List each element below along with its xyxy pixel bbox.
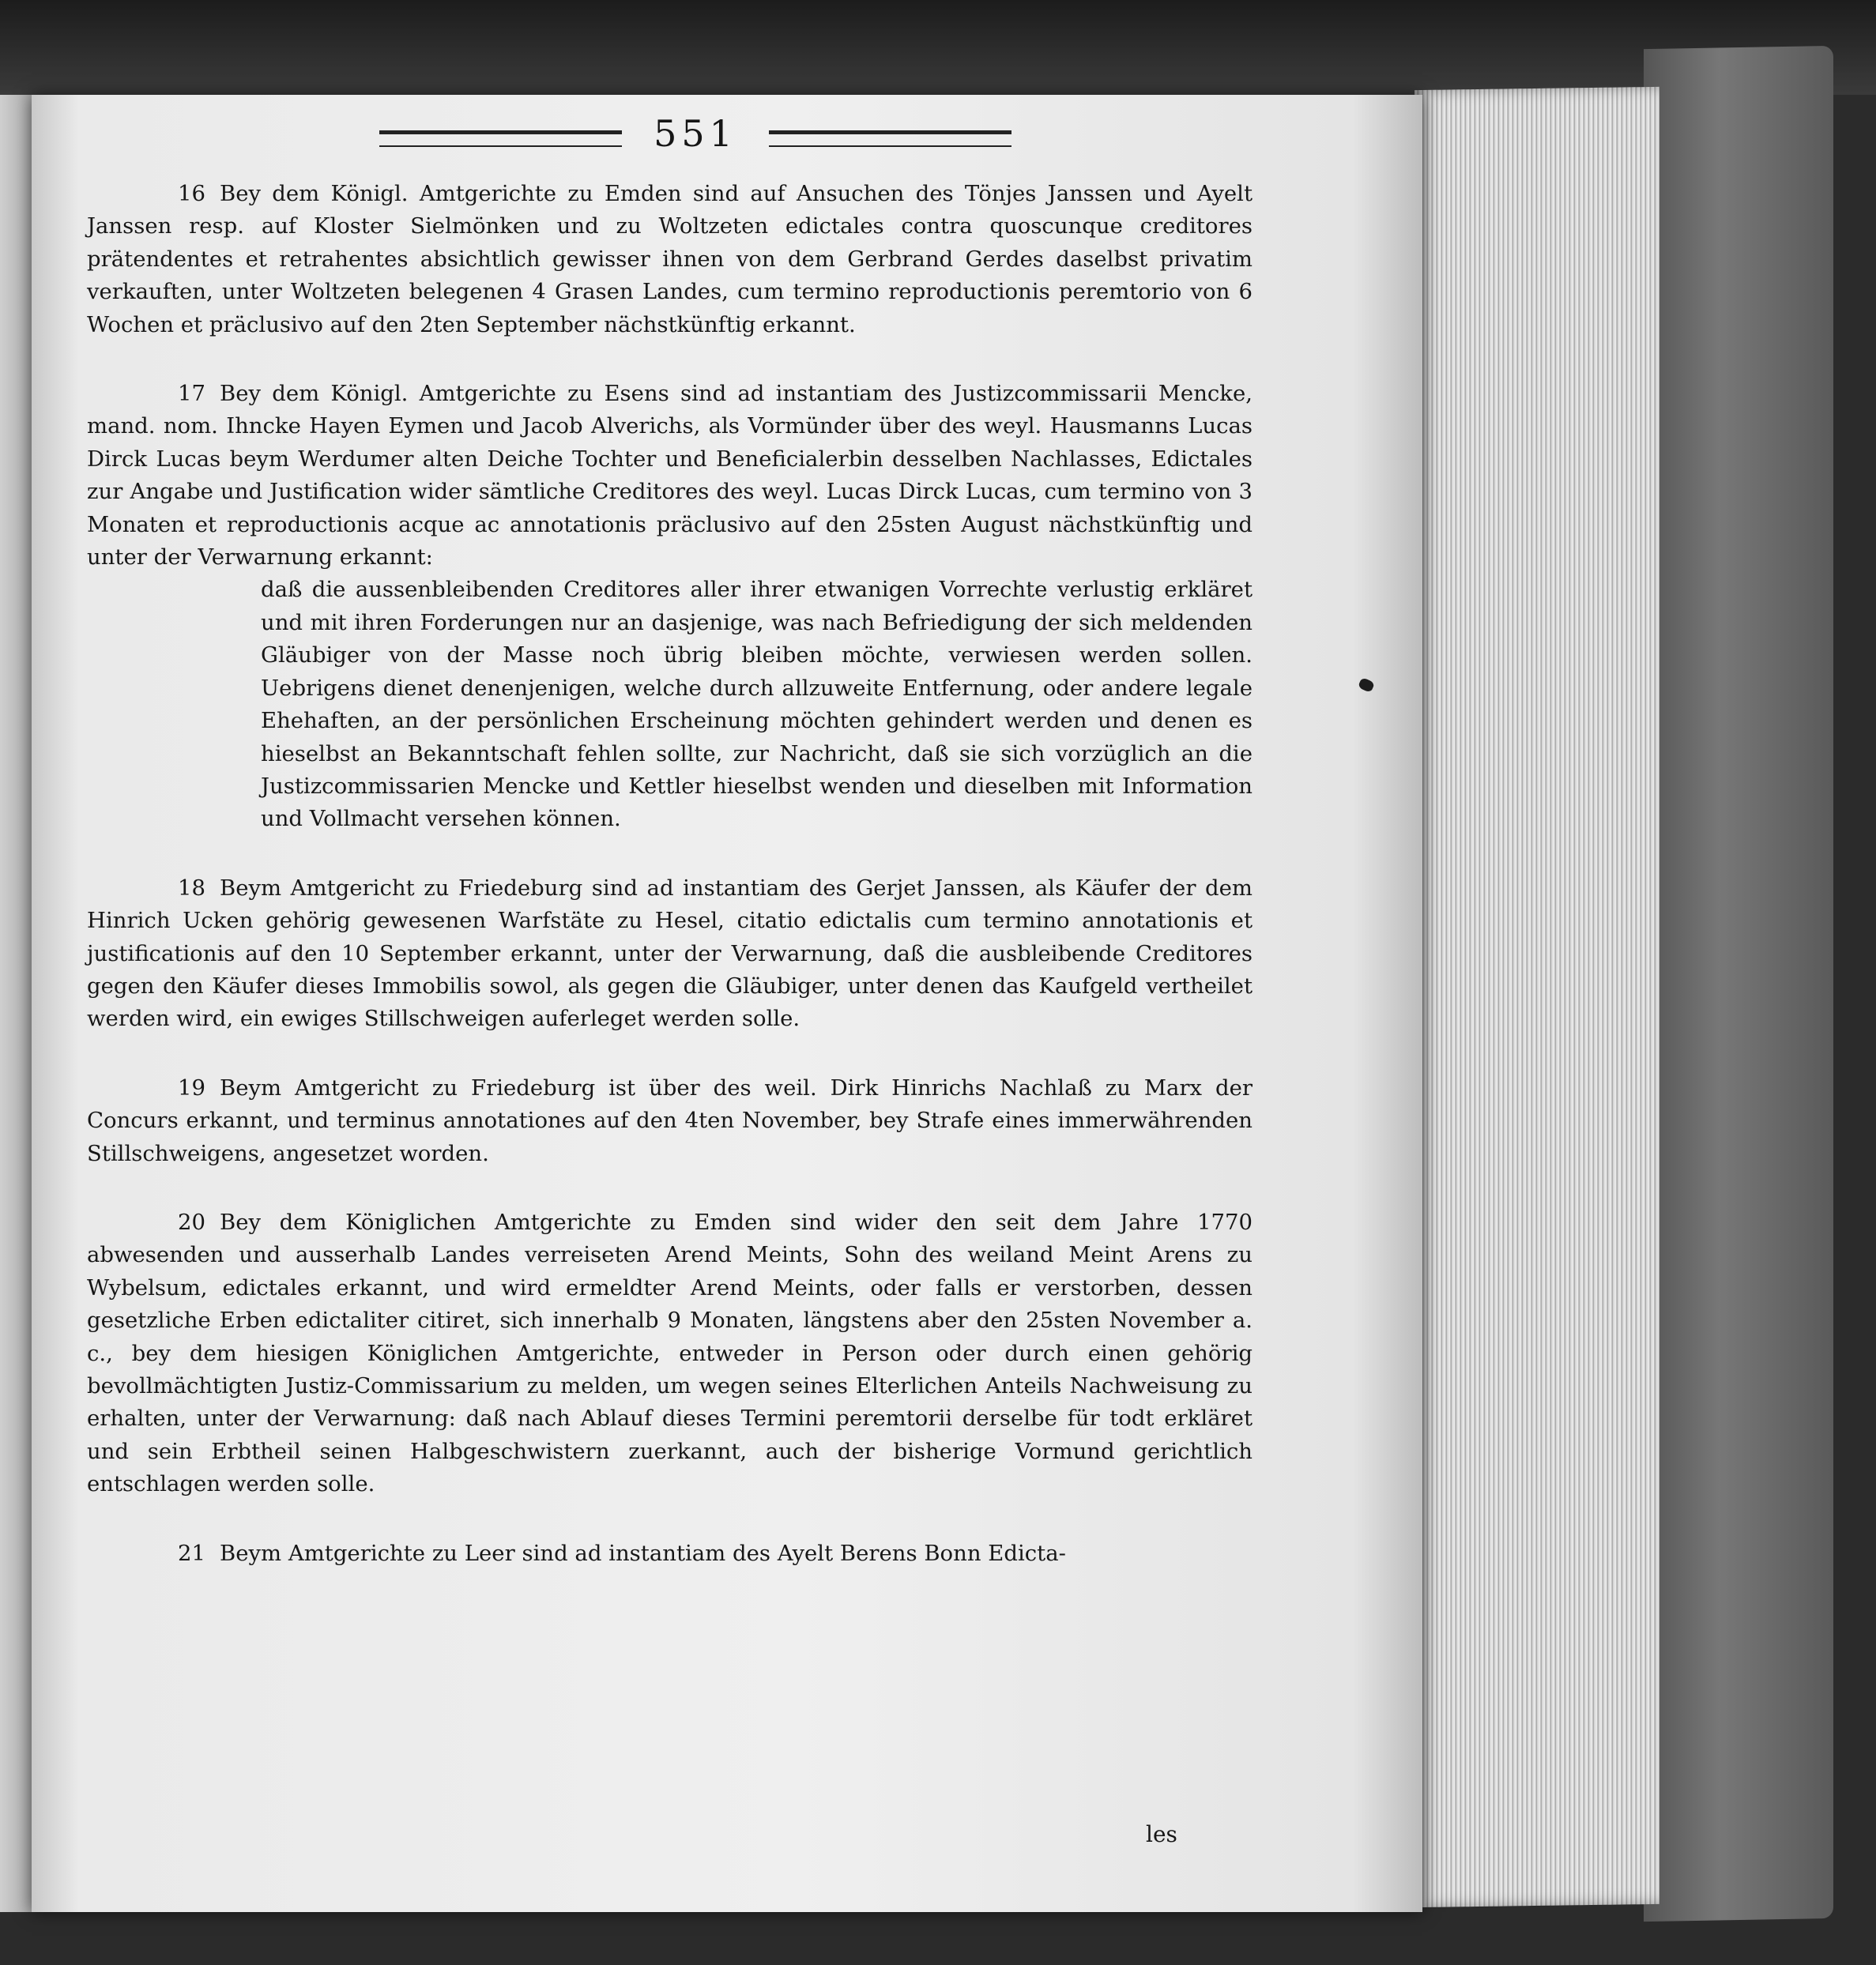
- entry-number: 21: [178, 1540, 205, 1566]
- header-rule-right: [769, 130, 1011, 147]
- header-rule-left: [379, 130, 622, 147]
- page-number: 551: [654, 112, 737, 155]
- entry-text: Beym Amtgericht zu Friedeburg sind ad instantiam des Gerjet Janssen, als Käufer der dem Hinrich Ucken gehörig gewesenen Warfstäte zu Hesel, citatio edictalis cum termino annotationis et justificationis auf den 10 September erkannt, unter der Verwarnung, daß die ausbleibende Creditores gegen den Käufer dieses Immobilis sowol, als gegen die Gläubiger, unter denen das Kaufgeld vertheilet werden wird, ein ewiges Stillschweigen auferleget werden solle.: [87, 875, 1253, 1032]
- entry-21: [87, 1538, 1253, 1570]
- entry-number: 16: [178, 181, 205, 206]
- backdrop: [0, 0, 1876, 95]
- entry-number: 17: [178, 381, 205, 407]
- page-body: [87, 178, 1253, 1606]
- entry-text: Bey dem Königl. Amtgerichte zu Esens sind ad instantiam des Justizcommissarii Mencke, mand. nom. Ihncke Hayen Eymen und Jacob Alverichs, als Vormünder über des weyl. Hausmanns Lucas Dirck Lucas beym Werdumer alten Deiche Tochter und Beneficialerbin desselben Nachlasses, Edictales zur Angabe und Justification wider sämtliche Creditores des weyl. Lucas Dirck Lucas, cum termino von 3 Monaten et reproductionis acque ac annotationis präclusivo auf den 25sten August nächstkünftig und unter der Verwarnung erkannt:: [87, 381, 1253, 570]
- entry-20: [87, 1206, 1253, 1501]
- entry-number: 19: [178, 1075, 205, 1101]
- entry-19: [87, 1072, 1253, 1170]
- entry-number: 18: [178, 875, 205, 901]
- entry-17: [87, 378, 1253, 574]
- catchword: les: [1146, 1821, 1177, 1847]
- entry-text: Bey dem Königl. Amtgerichte zu Emden sind auf Ansuchen des Tönjes Janssen und Ayelt Janssen resp. auf Kloster Sielmönken und zu Woltzeten edictales contra quoscunque creditores prätendentes et retrahentes absichtlich gewisser ihnen von dem Gerbrand Gerdes daselbst privatim verkauften, unter Woltzeten belegenen 4 Grasen Landes, cum termino reproductionis peremtorio von 6 Wochen et präclusivo auf den 2ten September nächstkünftig erkannt.: [87, 181, 1253, 337]
- entry-text: Beym Amtgericht zu Friedeburg ist über des weil. Dirk Hinrichs Nachlaß zu Marx der Concurs erkannt, und terminus annotationes auf den 4ten November, bey Strafe eines immerwährenden Stillschweigens, angesetzet worden.: [87, 1075, 1253, 1166]
- entry-16: [87, 178, 1253, 341]
- entry-18: [87, 872, 1253, 1036]
- entry-text: Bey dem Königlichen Amtgerichte zu Emden sind wider den seit dem Jahre 1770 abwesenden und ausserhalb Landes verreiseten Arend Meints, Sohn des weiland Meint Arens zu Wybelsum, edictales erkannt, und wird ermeldter Arend Meints, oder falls er verstorben, dessen gesetzliche Erben edictaliter citiret, sich innerhalb 9 Monaten, längstens aber den 25sten November a. c., bey dem hiesigen Königlichen Amtgerichte, entweder in Person oder durch einen gehörig bevollmächtigten Justiz-Commissarium zu melden, um wegen seines Elterlichen Anteils Nachweisung zu erhalten, unter der Verwarnung: daß nach Ablauf dieses Termini peremtorii derselbe für todt erkläret und sein Erbtheil seinen Halbgeschwistern zuerkannt, auch der bisherige Vormund gerichtlich entschlagen werden solle.: [87, 1209, 1253, 1497]
- page-header: [379, 111, 1011, 166]
- page-block-fore-edge: [1415, 87, 1659, 1907]
- entry-17-warning-quote: daß die aussenbleibenden Creditores aller ihrer etwanigen Vorrechte verlustig erkläret und mit ihren Forderungen nur an dasjenige, was nach Befriedigung der sich meldenden Gläubiger von der Masse noch übrig bleiben möchte, verwiesen werden sollen. Uebrigens dienet denenjenigen, welche durch allzuweite Entfernung, oder andere legale Ehehaften, an der persönlichen Erscheinung möchten gehindert werden und denen es hieselbst an Bekanntschaft fehlen sollte, zur Nachricht, daß sie sich vorzüglich an die Justizcommissarien Mencke und Kettler hieselbst wenden und dieselben mit Information und Vollmacht versehen können.: [261, 577, 1253, 832]
- entry-text: Beym Amtgerichte zu Leer sind ad instantiam des Ayelt Berens Bonn Edicta-: [220, 1540, 1066, 1566]
- entry-number: 20: [178, 1209, 205, 1235]
- book-cover-board: [1644, 46, 1833, 1922]
